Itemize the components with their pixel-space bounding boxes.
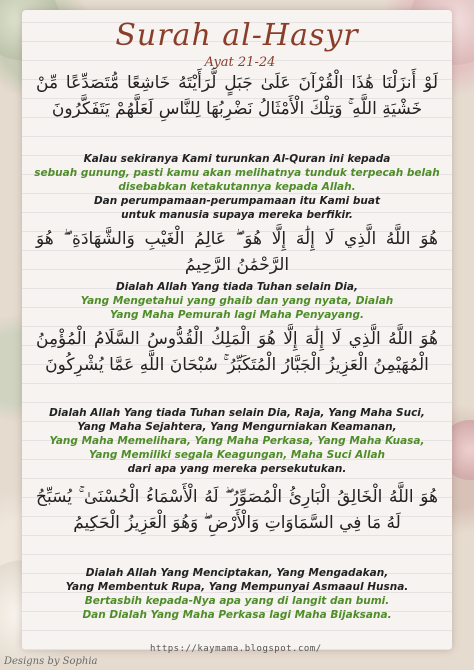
verse-arabic: هُوَ اللَّهُ الَّذِي لَا إِلَٰهَ إِلَّا هُوَ ۖ عَالِمُ الْغَيْبِ وَالشَّهَادَةِ ۖ هُوَ الرَّحْمَٰنُ الرَّحِيمُ: [36, 229, 438, 275]
translation-line: Dan Dialah Yang Maha Perkasa lagi Maha Bijaksana.: [82, 609, 392, 621]
verse-arabic: هُوَ اللَّهُ الَّذِي لَا إِلَٰهَ إِلَّا هُوَ الْمَلِكُ الْقُدُّوسُ السَّلَامُ الْمُؤْمِنُ الْمُهَيْمِنُ الْعَزِيزُ الْجَبَّارُ الْمُتَكَبِّرُ ۚ سُبْحَانَ اللَّهِ عَمَّا يُشْرِكُونَ: [36, 329, 438, 375]
translation-line: disebabkan ketakutannya kepada Allah.: [118, 181, 356, 193]
translation-line: Bertasbih kepada-Nya apa yang di langit dan bumi.: [84, 595, 390, 607]
translation-line: Yang Maha Memelihara, Yang Maha Perkasa, Yang Maha Kuasa,: [49, 435, 425, 447]
translation-line: untuk manusia supaya mereka berfikir.: [121, 209, 353, 221]
verse-translation: [30, 406, 444, 476]
designer-signature: Designs by Sophia: [4, 656, 98, 667]
translation-line: Kalau sekiranya Kami turunkan Al-Quran ini kepada: [83, 153, 391, 165]
translation-line: Dan perumpamaan-perumpamaan itu Kami buat: [93, 195, 381, 207]
translation-line: Dialah Allah Yang tiada Tuhan selain Dia, Raja, Yang Maha Suci,: [49, 407, 425, 419]
translation-line: Dialah Allah Yang Menciptakan, Yang Mengadakan,: [85, 567, 389, 579]
translation-line: Dialah Allah Yang tiada Tuhan selain Dia,: [116, 281, 358, 293]
verse-arabic: هُوَ اللَّهُ الْخَالِقُ الْبَارِئُ الْمُصَوِّرُ ۖ لَهُ الْأَسْمَاءُ الْحُسْنَىٰ ۚ يُسَبِّحُ لَهُ مَا فِي السَّمَاوَاتِ وَالْأَرْضِ ۖ وَهُوَ الْعَزِيزُ الْحَكِيمُ: [36, 487, 438, 533]
translation-line: sebuah gunung, pasti kamu akan melihatnya tunduk terpecah belah: [34, 167, 440, 179]
verse-translation: [30, 280, 444, 322]
verse-arabic: لَوْ أَنزَلْنَا هَٰذَا الْقُرْآنَ عَلَىٰ جَبَلٍ لَّرَأَيْتَهُ خَاشِعًا مُّتَصَدِّعًا مِّنْ خَشْيَةِ اللَّهِ ۚ وَتِلْكَ الْأَمْثَالُ نَضْرِبُهَا لِلنَّاسِ لَعَلَّهُمْ يَتَفَكَّرُونَ: [36, 73, 438, 119]
verse-translation: [30, 566, 444, 622]
translation-line: Yang Mengetahui yang ghaib dan yang nyata, Dialah: [80, 295, 394, 307]
verse-range-subtitle: Ayat 21-24: [204, 55, 276, 70]
translation-line: Yang Maha Sejahtera, Yang Mengurniakan Keamanan,: [77, 421, 397, 433]
translation-line: Yang Memiliki segala Keagungan, Maha Suci Allah: [88, 449, 386, 461]
translation-line: dari apa yang mereka persekutukan.: [127, 463, 347, 475]
page-title: Surah al-Hasyr: [115, 18, 359, 53]
translation-line: Yang Membentuk Rupa, Yang Mempunyai Asmaaul Husna.: [65, 581, 409, 593]
blog-url[interactable]: https://kaymama.blogspot.com/: [150, 644, 322, 654]
verse-translation: [30, 152, 444, 222]
translation-line: Yang Maha Pemurah lagi Maha Penyayang.: [110, 309, 364, 321]
